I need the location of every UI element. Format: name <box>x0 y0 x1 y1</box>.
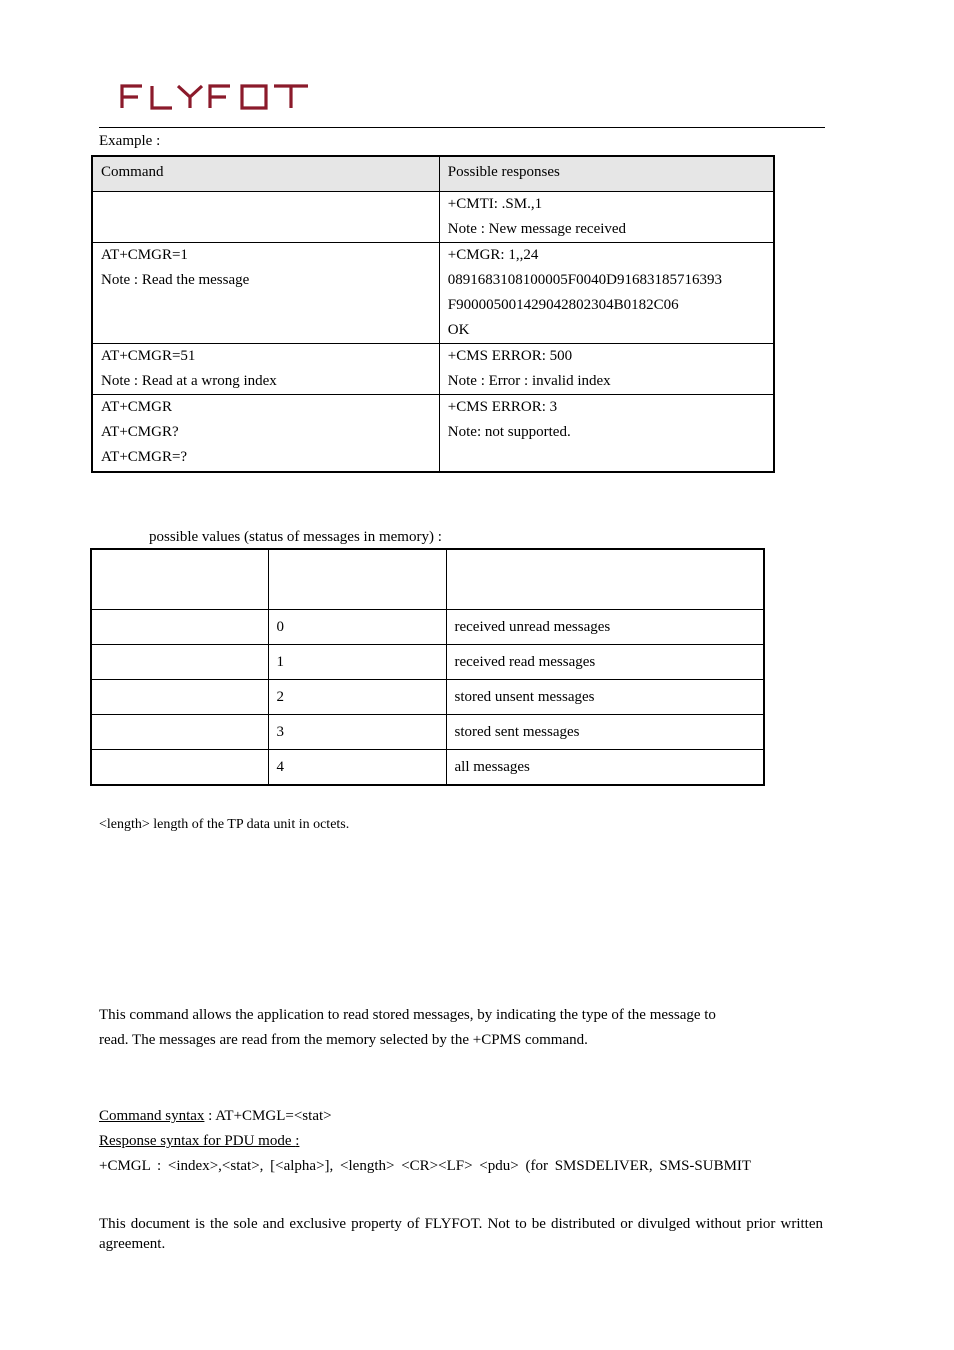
syntax-block <box>99 1104 825 1179</box>
stat-table-header <box>91 549 764 610</box>
description-line: This command allows the application to read stored messages, by indicating the type of the message to <box>99 1007 716 1023</box>
header-rule <box>99 127 825 128</box>
table-row <box>91 750 764 786</box>
command-syntax-value: : AT+CMGL=<stat> <box>204 1108 332 1124</box>
response-line: +CMS ERROR: 500 <box>447 348 573 364</box>
example-table-header <box>92 156 774 192</box>
stat-caption: possible values (status of messages in memory) : <box>149 529 442 545</box>
column-header-command: Command <box>92 156 439 192</box>
stat-value: 4 <box>268 750 446 786</box>
example-table <box>91 155 775 473</box>
stat-value: 1 <box>268 645 446 680</box>
command-syntax-line <box>99 1104 825 1129</box>
empty-cell <box>91 715 268 750</box>
stat-meaning: received unread messages <box>446 610 764 645</box>
flyfot-logo <box>118 80 318 114</box>
command-cell <box>92 243 439 344</box>
stat-values-table <box>90 548 765 786</box>
empty-cell <box>91 750 268 786</box>
command-line: AT+CMGR=? <box>101 449 188 465</box>
table-row <box>91 715 764 750</box>
response-line: +CMGR: 1,,24 <box>447 247 539 263</box>
table-row <box>92 344 774 395</box>
response-line: Note: not supported. <box>447 424 571 440</box>
response-line: +CMTI: .SM.,1 <box>447 196 543 212</box>
stat-meaning: stored unsent messages <box>446 680 764 715</box>
stat-value: 3 <box>268 715 446 750</box>
stat-meaning: stored sent messages <box>446 715 764 750</box>
empty-cell <box>91 680 268 715</box>
response-line: +CMS ERROR: 3 <box>447 399 558 415</box>
command-line: Note : Read the message <box>101 272 250 288</box>
command-cell <box>92 395 439 472</box>
empty-cell <box>91 610 268 645</box>
table-row <box>92 395 774 472</box>
command-syntax-label: Command syntax <box>99 1108 205 1124</box>
table-row <box>92 243 774 344</box>
command-line: AT+CMGR <box>101 399 172 415</box>
response-line: Note : New message received <box>447 221 627 237</box>
header-cell <box>91 549 268 610</box>
table-row <box>91 645 764 680</box>
response-line: 0891683108100005F0040D91683185716393 <box>447 272 722 288</box>
table-row <box>91 680 764 715</box>
response-syntax-value: +CMGL : <index>,<stat>, [<alpha>], <length> <CR><LF> <pdu> (for SMSDELIVER, SMS-SUBMIT <box>99 1158 752 1174</box>
command-line: AT+CMGR=51 <box>101 348 196 364</box>
column-header-responses: Possible responses <box>439 156 774 192</box>
logo-text: FLYFOT <box>118 80 122 81</box>
example-label: Example : <box>99 133 161 149</box>
command-line: Note : Read at a wrong index <box>101 373 277 389</box>
response-cell <box>439 192 774 243</box>
description-line: read. The messages are read from the memory selected by the +CPMS command. <box>99 1032 588 1048</box>
empty-cell <box>91 645 268 680</box>
stat-value: 2 <box>268 680 446 715</box>
header-cell <box>446 549 764 610</box>
footer-notice: This document is the sole and exclusive property of FLYFOT. Not to be distributed or divulged without prior written agreement. <box>99 1216 823 1252</box>
stat-meaning: received read messages <box>446 645 764 680</box>
response-syntax-label: Response syntax for PDU mode <box>99 1133 296 1149</box>
header-cell <box>268 549 446 610</box>
table-row <box>91 610 764 645</box>
response-syntax-colon: : <box>295 1133 300 1149</box>
stat-meaning: all messages <box>446 750 764 786</box>
command-cell <box>92 344 439 395</box>
description-paragraph <box>99 1003 825 1053</box>
table-row <box>92 192 774 243</box>
command-line: AT+CMGR? <box>101 424 179 440</box>
response-cell <box>439 395 774 472</box>
response-line: Note : Error : invalid index <box>447 373 611 389</box>
stat-value: 0 <box>268 610 446 645</box>
response-cell <box>439 243 774 344</box>
response-line: F90000500142904280230​4B0182C06 <box>447 297 679 313</box>
command-line: AT+CMGR=1 <box>101 247 188 263</box>
response-syntax-line <box>99 1129 825 1154</box>
command-cell <box>92 192 439 243</box>
response-cell <box>439 344 774 395</box>
response-line: OK <box>447 322 470 338</box>
length-note: <length> length of the TP data unit in octets. <box>99 817 350 832</box>
